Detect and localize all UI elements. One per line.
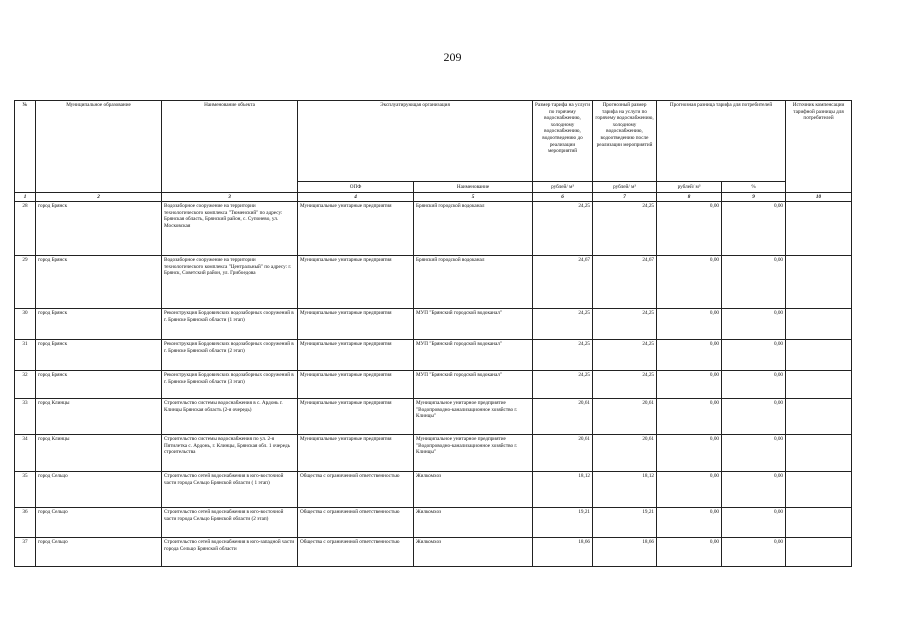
object-cell: Водозаборное сооружение на территории технологического комплекса "Тюменский" по адресу: Брянская область, Брянский район, с. Супонево, ул. Московская [162,202,298,256]
tariff-before-cell: 18,66 [533,538,593,567]
object-cell: Реконструкция Бордовичских водозаборных сооружений в г. Брянске Брянской области (3 этап) [162,371,298,399]
column-number: 1 [15,193,36,202]
municipality-cell: город Брянск [36,340,162,371]
diff-rub-cell: 0,00 [657,538,722,567]
diff-pct-cell: 0,00 [722,538,786,567]
diff-rub-cell: 0,00 [657,472,722,508]
diff-pct-cell: 0,00 [722,202,786,256]
table-row [15,538,852,567]
opf-cell: Муниципальные унитарные предприятия [298,399,414,435]
tariff-before-cell: 24,67 [533,256,593,309]
tariff-after-cell: 24,25 [593,340,657,371]
opf-cell: Муниципальные унитарные предприятия [298,435,414,472]
municipality-cell: город Брянск [36,202,162,256]
header-municipality: Муниципальное образование [36,101,162,193]
row-number: 36 [15,508,36,538]
municipality-cell: город Сельцо [36,508,162,538]
diff-pct-cell: 0,00 [722,508,786,538]
source-cell [786,399,852,435]
column-number: 4 [298,193,414,202]
operator-name-cell: Жилкомхоз [414,472,533,508]
operator-name-cell: МУП "Брянский городской водоканал" [414,340,533,371]
header-no: № [15,101,36,193]
object-cell: Строительство сетей водоснабжения в юго-восточной части города Сельцо Брянской области (2 этап) [162,508,298,538]
diff-rub-cell: 0,00 [657,309,722,340]
header-source: Источник компенсации тарифной разницы для потребителей [786,101,852,193]
opf-cell: Муниципальные унитарные предприятия [298,256,414,309]
tariff-after-cell: 24,67 [593,256,657,309]
diff-rub-cell: 0,00 [657,508,722,538]
diff-pct-cell: 0,00 [722,472,786,508]
column-number: 7 [593,193,657,202]
header-percent: % [722,182,786,193]
row-number: 32 [15,371,36,399]
source-cell [786,340,852,371]
tariff-before-cell: 20,61 [533,399,593,435]
tariff-before-cell: 18,12 [533,472,593,508]
header-unit-3: рублей/ м³ [657,182,722,193]
column-number: 9 [722,193,786,202]
tariff-after-cell: 19,21 [593,508,657,538]
row-number: 35 [15,472,36,508]
diff-pct-cell: 0,00 [722,435,786,472]
municipality-cell: город Сельцо [36,538,162,567]
table-row [15,256,852,309]
opf-cell: Общества с ограниченной ответственностью [298,508,414,538]
table-row [15,399,852,435]
tariff-before-cell: 24,25 [533,202,593,256]
object-cell: Строительство системы водоснабжения по ул. 2-я Пятилетка с. Ардонь, г. Клинцы, Брянская обл. 1 очередь строительства [162,435,298,472]
operator-name-cell: МУП "Брянский городской водоканал" [414,309,533,340]
municipality-cell: город Брянск [36,371,162,399]
column-number: 2 [36,193,162,202]
diff-pct-cell: 0,00 [722,371,786,399]
source-cell [786,435,852,472]
object-cell: Водозаборное сооружение на территории технологического комплекса "Центральный" по адресу: г. Брянск, Советский район, ул. Грибоедова [162,256,298,309]
column-number: 10 [786,193,852,202]
header-name: Наименование [414,182,533,193]
municipality-cell: город Клинцы [36,399,162,435]
column-number: 6 [533,193,593,202]
row-number: 28 [15,202,36,256]
source-cell [786,472,852,508]
table-row [15,435,852,472]
tariff-after-cell: 24,25 [593,202,657,256]
operator-name-cell: Брянский городской водоканал [414,256,533,309]
table-row [15,371,852,399]
opf-cell: Муниципальные унитарные предприятия [298,371,414,399]
tariff-after-cell: 24,25 [593,309,657,340]
page-number: 209 [443,50,462,64]
row-number: 29 [15,256,36,309]
tariff-before-cell: 24,25 [533,309,593,340]
opf-cell: Муниципальные унитарные предприятия [298,202,414,256]
header-operator: Эксплуатирующая организация [298,101,533,182]
tariff-after-cell: 24,25 [593,371,657,399]
source-cell [786,202,852,256]
tariff-after-cell: 20,61 [593,399,657,435]
row-number: 34 [15,435,36,472]
tariff-before-cell: 20,61 [533,435,593,472]
diff-pct-cell: 0,00 [722,399,786,435]
header-tariff-size: Размер тарифа на услуги по горячему водоснабжению, холодному водоснабжению, водоотведению до реализации мероприятий [533,101,593,182]
opf-cell: Муниципальные унитарные предприятия [298,340,414,371]
diff-rub-cell: 0,00 [657,202,722,256]
diff-pct-cell: 0,00 [722,256,786,309]
column-number: 8 [657,193,722,202]
column-number: 3 [162,193,298,202]
table-row [15,508,852,538]
header-unit-1: рублей/ м³ [533,182,593,193]
tariff-table [14,100,852,567]
operator-name-cell: Жилкомхоз [414,538,533,567]
row-number: 37 [15,538,36,567]
column-numbers-row [15,193,852,202]
object-cell: Строительство сетей водоснабжения в юго-западной части города Сельцо Брянской области [162,538,298,567]
diff-rub-cell: 0,00 [657,435,722,472]
source-cell [786,309,852,340]
operator-name-cell: Муниципальное унитарное предприятие "Водопроводно-канализационное хозяйство г. Клинцы" [414,399,533,435]
table-row [15,202,852,256]
diff-rub-cell: 0,00 [657,399,722,435]
operator-name-cell: Муниципальное унитарное предприятие "Водопроводно-канализационное хозяйство г. Клинцы" [414,435,533,472]
tariff-before-cell: 24,25 [533,371,593,399]
operator-name-cell: Жилкомхоз [414,508,533,538]
object-cell: Реконструкция Бордовичских водозаборных сооружений в г. Брянске Брянской области (1 этап) [162,309,298,340]
object-cell: Реконструкция Бордовичских водозаборных сооружений в г. Брянске Брянской области (2 этап) [162,340,298,371]
column-number: 5 [414,193,533,202]
row-number: 33 [15,399,36,435]
row-number: 30 [15,309,36,340]
source-cell [786,256,852,309]
opf-cell: Общества с ограниченной ответственностью [298,472,414,508]
source-cell [786,508,852,538]
object-cell: Строительство сетей водоснабжения в юго-восточной части города Сельцо Брянской области ( 1 этап) [162,472,298,508]
header-tariff-forecast: Прогнозный размер тарифа на услуги по горячему водоснабжению, холодному водоснабжению, водоотведению после реализации мероприятий [593,101,657,182]
municipality-cell: город Брянск [36,256,162,309]
object-cell: Строительство системы водоснабжения в с. Ардонь г. Клинцы Брянская область (2-я очередь) [162,399,298,435]
header-tariff-diff: Прогнозная разница тарифа для потребителей [657,101,786,182]
header-opf: ОПФ [298,182,414,193]
header-unit-2: рублей/ м³ [593,182,657,193]
header-object: Наименование объекта [162,101,298,193]
municipality-cell: город Клинцы [36,435,162,472]
operator-name-cell: Брянский городской водоканал [414,202,533,256]
tariff-after-cell: 18,66 [593,538,657,567]
tariff-before-cell: 24,25 [533,340,593,371]
tariff-before-cell: 19,21 [533,508,593,538]
source-cell [786,371,852,399]
table-row [15,472,852,508]
opf-cell: Общества с ограниченной ответственностью [298,538,414,567]
table-row [15,340,852,371]
diff-rub-cell: 0,00 [657,340,722,371]
table-row [15,309,852,340]
diff-pct-cell: 0,00 [722,340,786,371]
operator-name-cell: МУП "Брянский городской водоканал" [414,371,533,399]
tariff-after-cell: 18,12 [593,472,657,508]
source-cell [786,538,852,567]
diff-pct-cell: 0,00 [722,309,786,340]
opf-cell: Муниципальные унитарные предприятия [298,309,414,340]
diff-rub-cell: 0,00 [657,371,722,399]
row-number: 31 [15,340,36,371]
tariff-after-cell: 20,61 [593,435,657,472]
municipality-cell: город Сельцо [36,472,162,508]
municipality-cell: город Брянск [36,309,162,340]
diff-rub-cell: 0,00 [657,256,722,309]
